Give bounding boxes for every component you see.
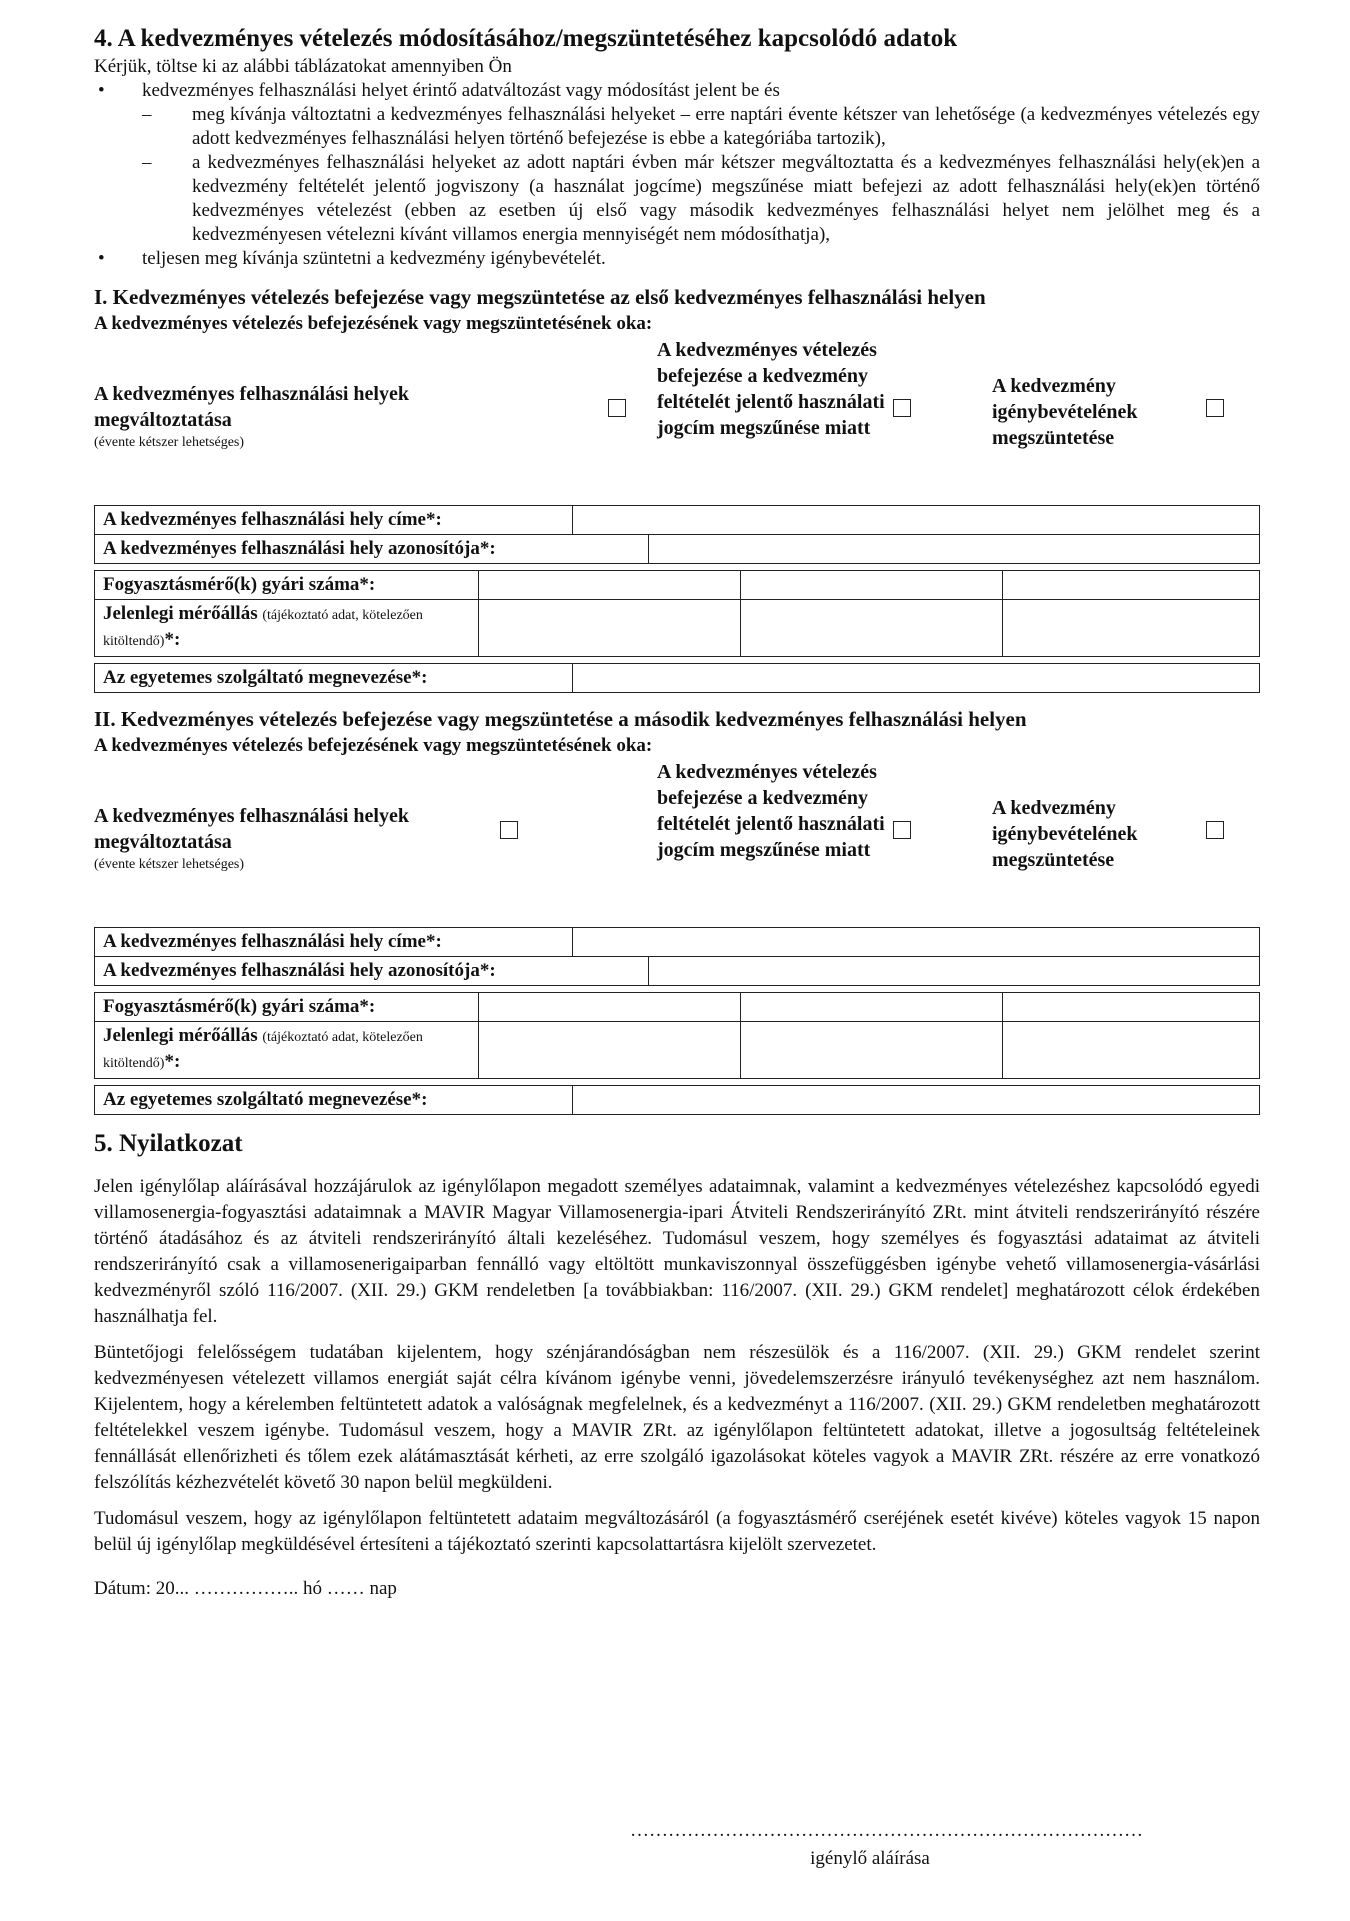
condition-list <box>94 79 1260 271</box>
option-terminate: A kedvezmény igénybevételének megszüntetése <box>992 375 1138 449</box>
block-1-meter-table <box>94 570 1260 657</box>
list-item-text: meg kívánja változtatni a kedvezményes felhasználási helyeket – erre naptári évente kétszer van lehetősége (a kedvezményes vételezés egy adott kedvezményes felhasználási helyen történő befejezése is ebbe a kategóriába tartozik), <box>192 104 1260 149</box>
meter-number-input[interactable] <box>741 571 1003 600</box>
checkbox-terminate[interactable] <box>1206 399 1224 417</box>
block-1-place-table <box>94 505 1260 564</box>
option-label: A kedvezményes felhasználási helyek megváltoztatása <box>94 805 409 853</box>
meter-reading-input[interactable] <box>741 600 1003 657</box>
meter-reading-input[interactable] <box>479 600 741 657</box>
address-input[interactable] <box>573 506 1260 535</box>
meter-reading-input[interactable] <box>741 1022 1003 1079</box>
field-label <box>95 600 479 657</box>
checkbox-end-title[interactable] <box>893 821 911 839</box>
section-4-intro: Kérjük, töltse ki az alábbi táblázatokat amennyiben Ön <box>94 56 512 77</box>
list-item <box>94 247 1260 271</box>
bullet-icon: • <box>98 248 105 269</box>
block-2-reasons <box>94 759 1260 927</box>
block-2-supplier-table <box>94 1085 1260 1115</box>
meter-number-input[interactable] <box>479 993 741 1022</box>
list-item-text: kedvezményes felhasználási helyet érintő adatváltozást vagy módosítást jelent be és <box>142 80 780 101</box>
option-end-title: A kedvezményes vételezés befejezése a kedvezmény feltételét jelentő használati jogcím megszűnése miatt <box>657 761 885 861</box>
place-id-input[interactable] <box>649 957 1260 986</box>
field-label: A kedvezményes felhasználási hely azonosítója*: <box>95 957 649 986</box>
checkbox-change-places[interactable] <box>608 399 626 417</box>
section-4-title: 4. A kedvezményes vételezés módosításához/megszüntetéséhez kapcsolódó adatok <box>94 25 958 52</box>
checkbox-terminate[interactable] <box>1206 821 1224 839</box>
dash-icon: – <box>142 152 152 173</box>
block-2-title: II. Kedvezményes vételezés befejezése vagy megszüntetése a második kedvezményes felhasználási helyen <box>94 707 1027 731</box>
list-item-text: teljesen meg kívánja szüntetni a kedvezmény igénybevételét. <box>142 248 606 269</box>
checkbox-end-title[interactable] <box>893 399 911 417</box>
meter-number-input[interactable] <box>741 993 1003 1022</box>
supplier-input[interactable] <box>573 1086 1260 1115</box>
form-page <box>94 22 1260 1602</box>
option-end-title: A kedvezményes vételezés befejezése a kedvezmény feltételét jelentő használati jogcím megszűnése miatt <box>657 339 885 439</box>
address-input[interactable] <box>573 928 1260 957</box>
block-1-title: I. Kedvezményes vételezés befejezése vagy megszüntetése az első kedvezményes felhasználási helyen <box>94 285 986 309</box>
field-label: Fogyasztásmérő(k) gyári száma*: <box>95 993 479 1022</box>
list-item <box>94 79 1260 247</box>
meter-reading-input[interactable] <box>1003 1022 1260 1079</box>
field-note: (tájékoztató adat, kötelezően kitöltendő) <box>103 1030 423 1071</box>
block-1-supplier-table <box>94 663 1260 693</box>
meter-reading-input[interactable] <box>1003 600 1260 657</box>
sub-list <box>94 103 1260 247</box>
field-label: A kedvezményes felhasználási hely címe*: <box>95 928 573 957</box>
block-2-meter-table <box>94 992 1260 1079</box>
option-change-places <box>94 381 474 453</box>
meter-reading-input[interactable] <box>479 1022 741 1079</box>
field-label: Az egyetemes szolgáltató megnevezése*: <box>95 1086 573 1115</box>
field-label: A kedvezményes felhasználási hely azonosítója*: <box>95 535 649 564</box>
meter-number-input[interactable] <box>479 571 741 600</box>
option-terminate: A kedvezmény igénybevételének megszüntetése <box>992 797 1138 871</box>
checkbox-change-places[interactable] <box>500 821 518 839</box>
meter-number-input[interactable] <box>1003 571 1260 600</box>
block-2-place-table <box>94 927 1260 986</box>
option-label: A kedvezményes felhasználási helyek megváltoztatása <box>94 383 409 431</box>
declaration-paragraph: Jelen igénylőlap aláírásával hozzájárulok az igénylőlapon megadott személyes adataimnak, valamint a kedvezményes vételezéshez kapcsolódó egyedi villamosenergia-fogyasztási adataimnak a MAVIR Magyar Villamosenergia-ipari Átviteli Rendszerirányító ZRt. mint átviteli rendszerirányító részére történő átadásához és az átviteli rendszerirányító általi kezeléséhez. Tudomásul veszem, hogy személyes és fogyasztási adataimat az átviteli rendszerirányító csak a villamosenerigaiparban fennálló vagy eltöltött munkaviszonnyal összefüggésben igénybe vehető villamosenergia-vásárlási kedvezményről szóló 116/2007. (XII. 29.) GKM rendeletben [a továbbiakban: 116/2007. (XII. 29.) GKM rendelet] meghatározott célok érdekében használhatja fel. <box>94 1176 1260 1327</box>
dash-icon: – <box>142 104 152 125</box>
field-label: Fogyasztásmérő(k) gyári száma*: <box>95 571 479 600</box>
list-item-text: a kedvezményes felhasználási helyeket az adott naptári évben már kétszer megváltoztatta és a kedvezményes felhasználási hely(ek)en a kedvezmény feltételét jelentő jogviszony (a használat jogcíme) megszűnése miatt befejezi az adott felhasználási hely(ek)en történő kedvezményes vételezést (ebben az esetben új első vagy második kedvezményes felhasználási helyet nem jelölhet meg és a kedvezményesen vételezni kívánt villamos energia mennyiségét nem módosíthatja), <box>192 152 1260 245</box>
field-note: (tájékoztató adat, kötelezően kitöltendő) <box>103 608 423 649</box>
bullet-icon: • <box>98 80 105 101</box>
list-item <box>94 103 1260 151</box>
date-line: Dátum: 20... …………….. hó …… nap <box>94 1578 397 1599</box>
option-change-places <box>94 803 474 875</box>
field-label: A kedvezményes felhasználási hely címe*: <box>95 506 573 535</box>
signature-field[interactable]: ……………………………………………………………………… <box>630 1820 1143 1841</box>
declaration-paragraph: Tudomásul veszem, hogy az igénylőlapon feltüntetett adataim megváltozásáról (a fogyasztásmérő cseréjének esetét kivéve) köteles vagyok 15 napon belül új igénylőlap megküldésével értesíteni a tájékoztató szerinti kapcsolattartásra kijelölt szervezetet. <box>94 1508 1260 1555</box>
declaration-paragraph: Büntetőjogi felelősségem tudatában kijelentem, hogy szénjárandóságban nem részesülök és a 116/2007. (XII. 29.) GKM rendelet szerint kedvezményesen vételezett villamos energiát saját célra kívánom igénybe venni, jövedelemszerzésre irányuló tevékenységhez azt nem használom. Kijelentem, hogy a kérelemben feltüntetett adatok a valóságnak megfelelnek, és a kedvezményt a 116/2007. (XII. 29.) GKM rendeletben meghatározott feltételekkel veszem igénybe. Tudomásul veszem, hogy a MAVIR ZRt. az igénylőlapon feltüntetett adatokat, illetve a jogosultság feltételeinek fennállását ellenőrizheti és tőlem ezek alátámasztását kérheti, az erre szolgáló igazolásokat köteles vagyok a MAVIR ZRt. részére az erre vonatkozó felszólítás kézhezvételét követő 30 napon belül megküldeni. <box>94 1342 1260 1493</box>
block-1-reason-label: A kedvezményes vételezés befejezésének vagy megszüntetésének oka: <box>94 313 653 334</box>
field-label-text: Jelenlegi mérőállás <box>103 603 258 624</box>
field-label: Az egyetemes szolgáltató megnevezése*: <box>95 664 573 693</box>
block-2-reason-label: A kedvezményes vételezés befejezésének vagy megszüntetésének oka: <box>94 735 653 756</box>
list-item <box>94 151 1260 247</box>
section-5-title: 5. Nyilatkozat <box>94 1130 243 1157</box>
signature-label: igénylő aláírása <box>810 1848 930 1869</box>
field-label <box>95 1022 479 1079</box>
required-mark: *: <box>164 629 181 650</box>
supplier-input[interactable] <box>573 664 1260 693</box>
option-note: (évente kétszer lehetséges) <box>94 435 245 450</box>
block-1-reasons <box>94 337 1260 505</box>
option-note: (évente kétszer lehetséges) <box>94 857 245 872</box>
required-mark: *: <box>164 1051 181 1072</box>
field-label-text: Jelenlegi mérőállás <box>103 1025 258 1046</box>
meter-number-input[interactable] <box>1003 993 1260 1022</box>
place-id-input[interactable] <box>649 535 1260 564</box>
